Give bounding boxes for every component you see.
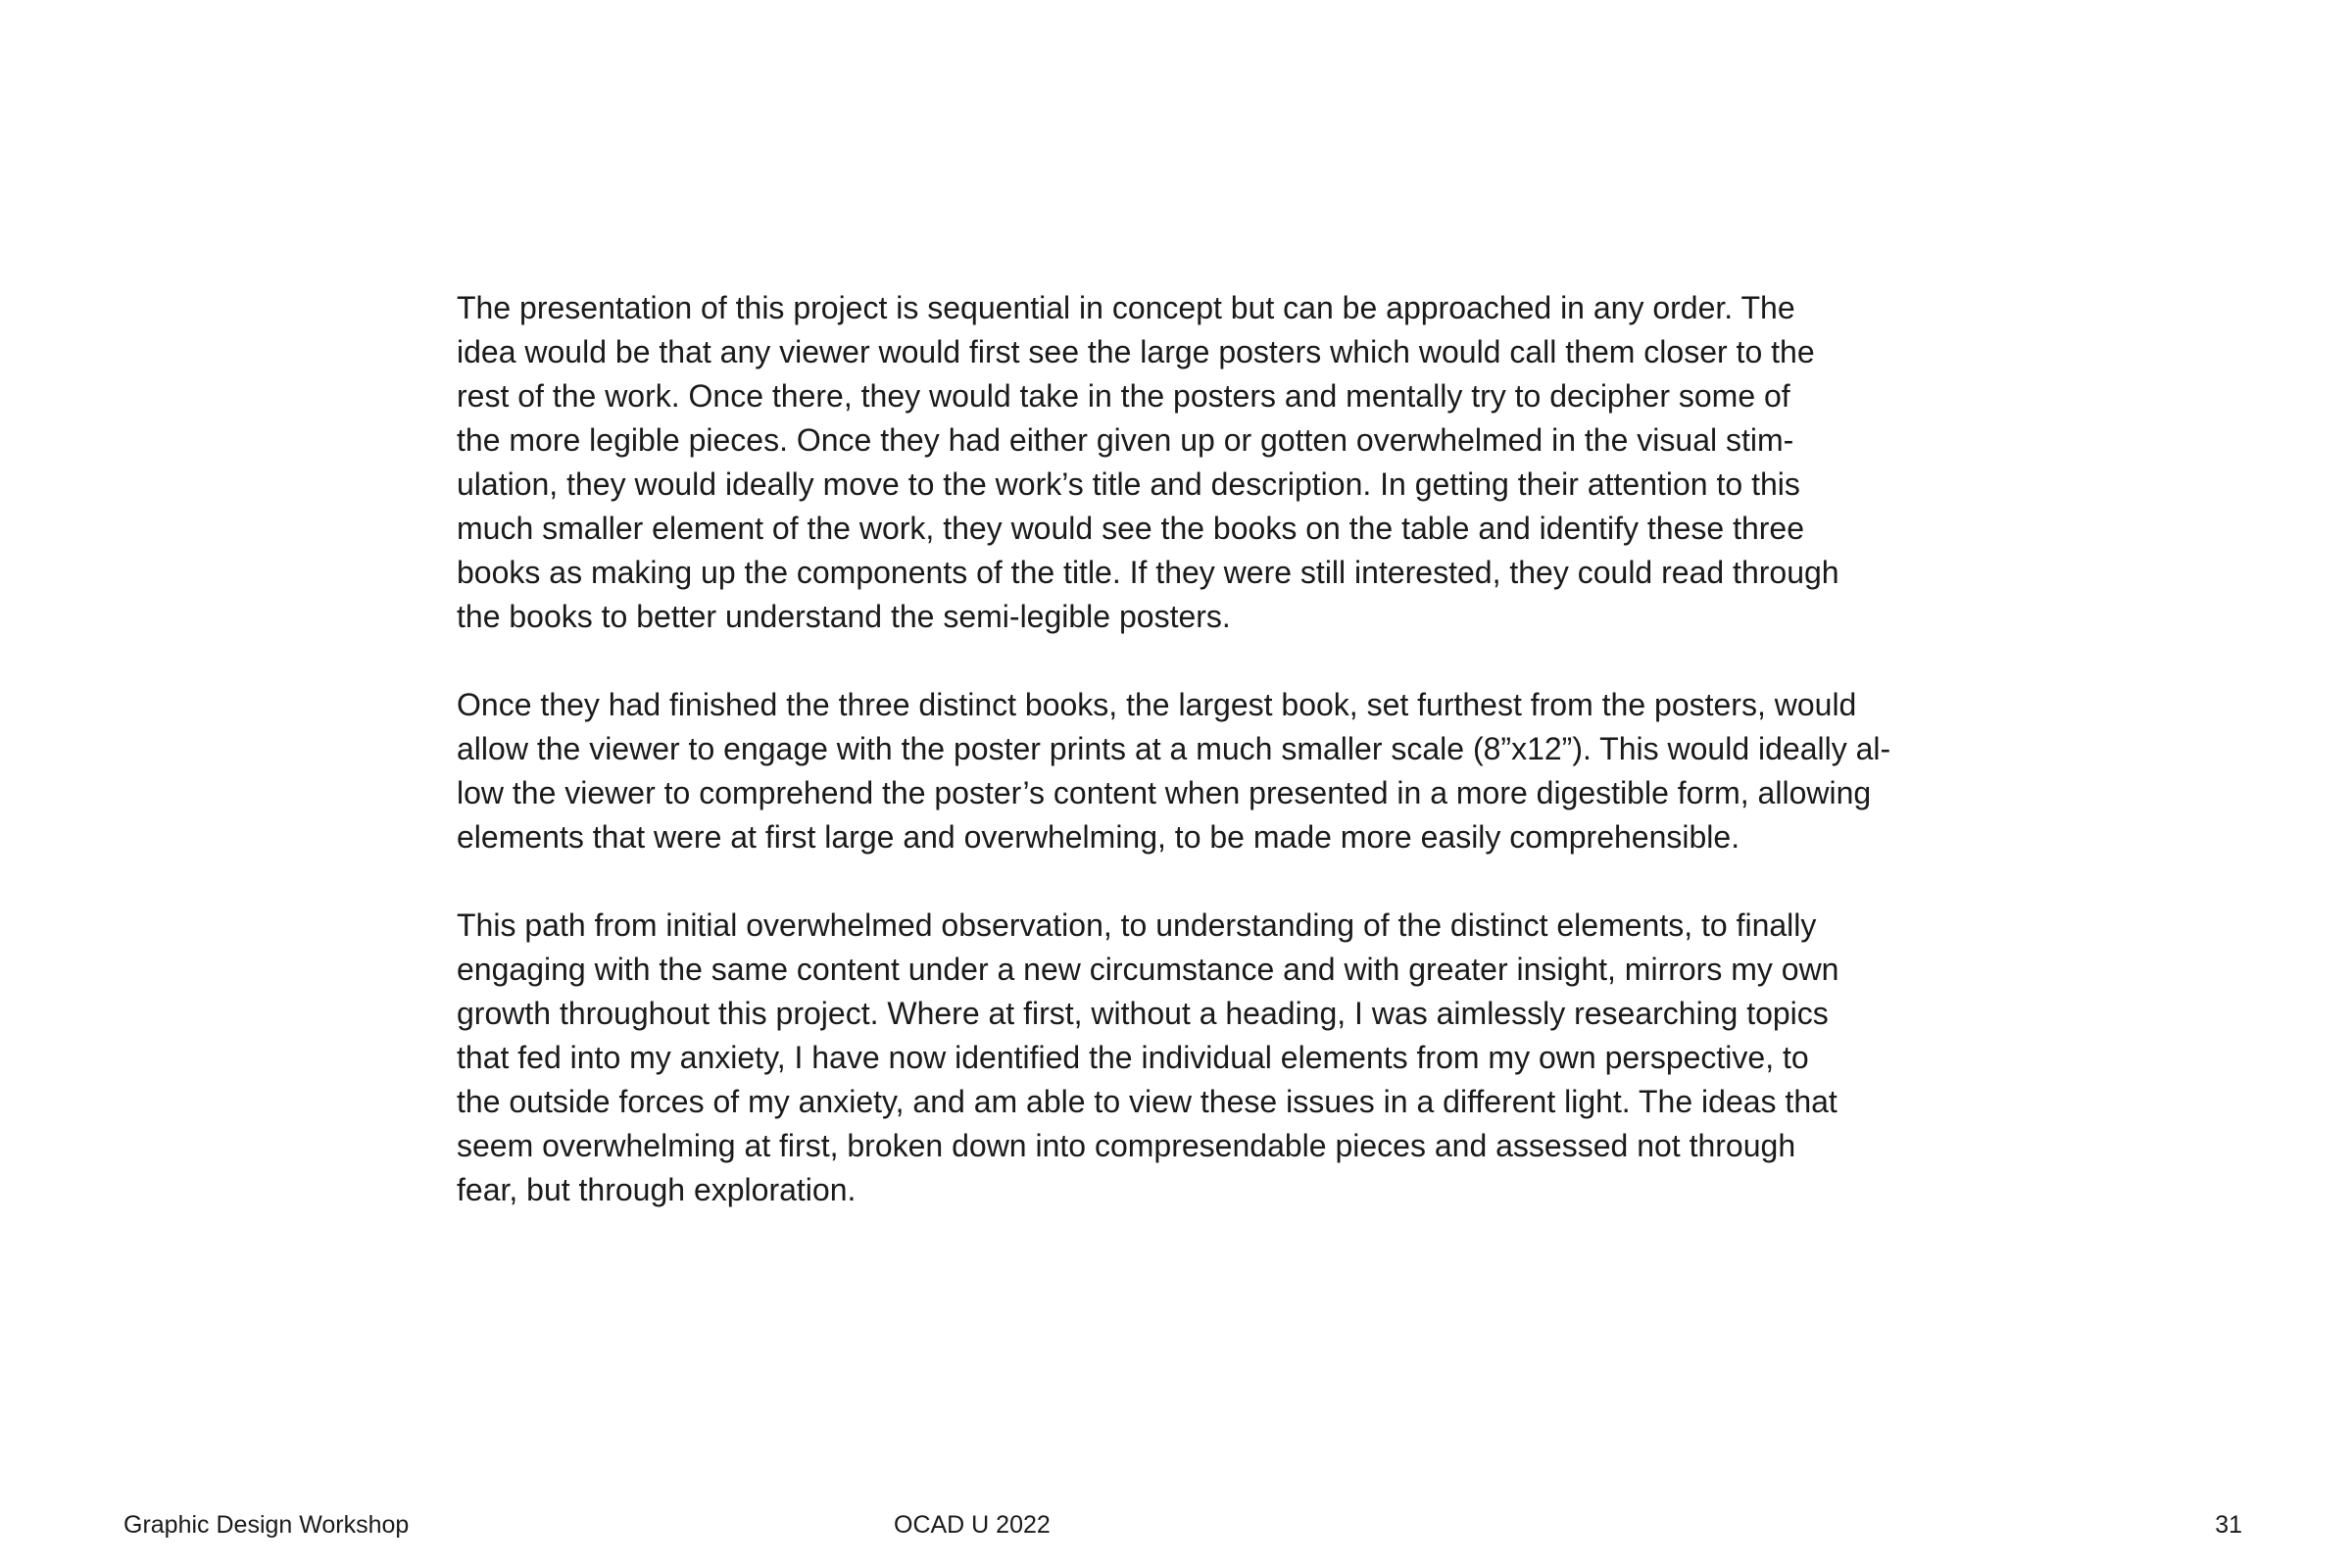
paragraph-3: [457, 904, 1946, 1212]
text-line: allow the viewer to engage with the poster prints at a much smaller scale (8”x12”). This would ideally al-: [457, 731, 1891, 766]
text-line: the books to better understand the semi-legible posters.: [457, 599, 1231, 634]
text-line: growth throughout this project. Where at first, without a heading, I was aimlessly researching topics: [457, 996, 1829, 1031]
text-line: much smaller element of the work, they would see the books on the table and identify these three: [457, 511, 1805, 546]
text-line: Once they had finished the three distinct books, the largest book, set furthest from the posters, would: [457, 687, 1857, 722]
text-line: books as making up the components of the title. If they were still interested, they could read through: [457, 555, 1839, 590]
text-line: engaging with the same content under a new circumstance and with greater insight, mirrors my own: [457, 952, 1839, 987]
text-line: This path from initial overwhelmed observation, to understanding of the distinct elements, to finally: [457, 907, 1817, 943]
text-line: the outside forces of my anxiety, and am able to view these issues in a different light. The ideas that: [457, 1084, 1838, 1119]
footer-institution-year: OCAD U 2022: [894, 1511, 1051, 1539]
text-line: fear, but through exploration.: [457, 1172, 857, 1207]
text-line: elements that were at first large and overwhelming, to be made more easily comprehensible.: [457, 819, 1740, 855]
text-line: the more legible pieces. Once they had either given up or gotten overwhelmed in the visual stim-: [457, 422, 1794, 458]
paragraph-1: [457, 286, 1946, 639]
text-line: ulation, they would ideally move to the work’s title and description. In getting their attention to this: [457, 466, 1800, 502]
text-line: idea would be that any viewer would first see the large posters which would call them closer to the: [457, 334, 1815, 369]
paragraph-spacer: [457, 859, 1946, 904]
text-line: low the viewer to comprehend the poster’s content when presented in a more digestible form, allowing: [457, 775, 1872, 810]
text-line: seem overwhelming at first, broken down into compresendable pieces and assessed not through: [457, 1128, 1796, 1163]
page-number: 31: [2215, 1511, 2242, 1539]
text-line: The presentation of this project is sequential in concept but can be approached in any order. The: [457, 290, 1795, 325]
text-line: that fed into my anxiety, I have now identified the individual elements from my own perspective, to: [457, 1040, 1809, 1075]
paragraph-2: [457, 683, 1946, 859]
footer-course-name: Graphic Design Workshop: [123, 1511, 410, 1539]
paragraph-spacer: [457, 639, 1946, 683]
body-text: [457, 286, 1946, 1212]
text-line: rest of the work. Once there, they would take in the posters and mentally try to decipher some of: [457, 378, 1790, 414]
